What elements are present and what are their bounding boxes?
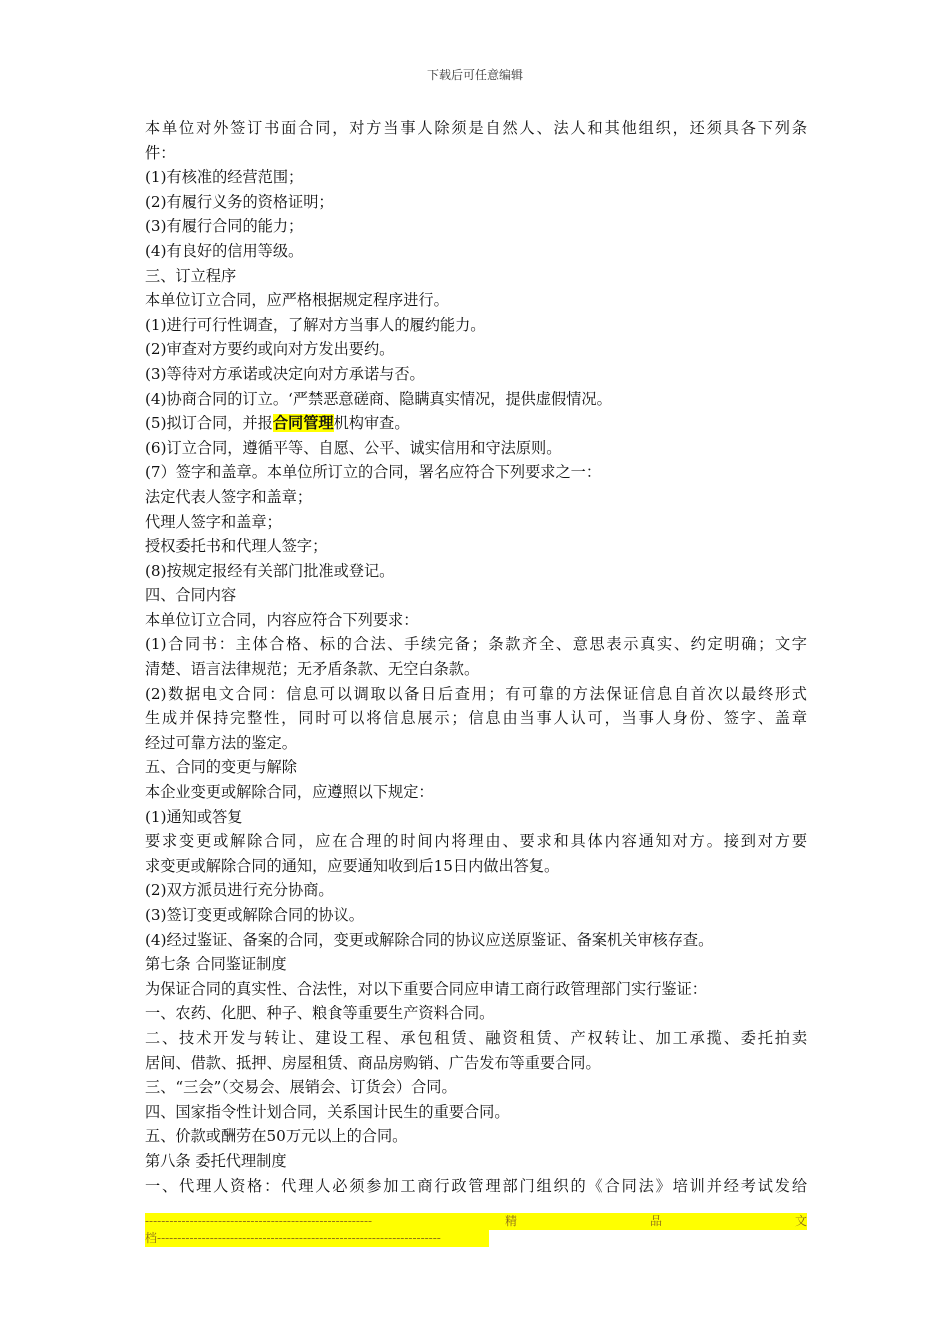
list-item: (3)签订变更或解除合同的协议。 [145, 906, 364, 924]
list-item: (1)通知或答复 [145, 807, 243, 826]
paragraph-line: 法定代表人签字和盖章； [145, 487, 313, 506]
list-item: 二、技术开发与转让、建设工程、承包租赁、融资租赁、产权转让、加工承揽、委托拍卖 [145, 1028, 807, 1047]
list-item: 四、国家指令性计划合同，关系国计民生的重要合同。 [145, 1102, 510, 1121]
list-item: (2)双方派员进行充分协商。 [145, 881, 334, 900]
section-heading: 五、合同的变更与解除 [145, 758, 297, 777]
paragraph-line: 生成并保持完整性，同时可以将信息展示；信息由当事人认可，当事人身份、签字、盖章 [145, 709, 807, 728]
list-item: 五、价款或酬劳在50万元以上的合同。 [145, 1127, 408, 1146]
text-before: (5)拟订合同，并报 [145, 414, 273, 433]
document-body [145, 116, 807, 1198]
paragraph-line: 本企业变更或解除合同，应遵照以下规定： [145, 783, 434, 802]
paragraph-line: 授权委托书和代理人签字； [145, 537, 328, 556]
list-item: (6)订立合同，遵循平等、自愿、公平、诚实信用和守法原则。 [145, 438, 562, 457]
list-item: (2)审查对方要约或向对方发出要约。 [145, 340, 395, 359]
list-item: (3)等待对方承诺或决定向对方承诺与否。 [145, 364, 425, 383]
footer-row [145, 1230, 489, 1247]
list-item-highlighted [145, 411, 807, 436]
section-heading: 四、合同内容 [145, 586, 237, 605]
footer-row [145, 1213, 807, 1230]
footer-dashes: ---------------------------------------------------------------------- [157, 1231, 441, 1245]
paragraph-line: 本单位订立合同，内容应符合下列要求： [145, 610, 419, 629]
paragraph-line: 要求变更或解除合同，应在合理的时间内将理由、要求和具体内容通知对方。接到对方要 [145, 832, 807, 851]
page-footer-banner [145, 1213, 807, 1252]
list-item: 一、农药、化肥、种子、粮食等重要生产资料合同。 [145, 1004, 495, 1023]
list-item: (4)有良好的信用等级。 [145, 241, 304, 260]
highlighted-term: 合同管理 [272, 414, 334, 433]
paragraph-line: 本单位对外签订书面合同，对方当事人除须是自然人、法人和其他组织，还须具各下列条 [145, 119, 807, 137]
list-item: 一、代理人资格：代理人必须参加工商行政管理部门组织的《合同法》培训并经考试发给 [145, 1176, 807, 1195]
text-after: 机构审查。 [333, 414, 410, 433]
paragraph-line: 为保证合同的真实性、合法性，对以下重要合同应申请工商行政管理部门实行鉴证： [145, 979, 707, 998]
paragraph-line: 居间、借款、抵押、房屋租赁、商品房购销、广告发布等重要合同。 [145, 1053, 601, 1072]
page-header: 下载后可任意编辑 [426, 68, 523, 82]
paragraph-line: 本单位订立合同，应严格根据规定程序进行。 [145, 291, 449, 310]
list-item: (1)进行可行性调查，了解对方当事人的履约能力。 [145, 315, 486, 334]
article-heading: 第八条 委托代理制度 [145, 1151, 287, 1170]
list-item: (4)协商合同的订立。‘严禁恶意磋商、隐瞒真实情况，提供虚假情况。 [145, 389, 612, 408]
footer-char: 文 [794, 1214, 807, 1228]
list-item: (7）签字和盖章。本单位所订立的合同，署名应符合下列要求之一： [145, 463, 602, 482]
list-item: (1)合同书：主体合格、标的合法、手续完备；条款齐全、意思表示真实、约定明确；文字 [145, 635, 807, 654]
list-item: (4)经过鉴证、备案的合同，变更或解除合同的协议应送原鉴证、备案机关审核存查。 [145, 930, 714, 949]
paragraph-line: 清楚、语言法律规范；无矛盾条款、无空白条款。 [145, 660, 480, 679]
paragraph-line: 件： [145, 143, 176, 162]
section-heading: 三、订立程序 [145, 266, 237, 285]
list-item: 三、“三会”（交易会、展销会、订货会）合同。 [145, 1078, 457, 1097]
list-item: (3)有履行合同的能力； [145, 217, 304, 236]
list-item: (8)按规定报经有关部门批准或登记。 [145, 561, 395, 580]
footer-char: 精 [505, 1214, 518, 1228]
footer-char: 品 [649, 1214, 662, 1228]
list-item: (2)数据电文合同：信息可以调取以备日后查用；有可靠的方法保证信息自首次以最终形式 [145, 684, 807, 703]
list-item: (1)有核准的经营范围； [145, 168, 304, 187]
footer-char: 档 [145, 1231, 158, 1245]
paragraph-line: 代理人签字和盖章； [145, 512, 282, 531]
paragraph-line: 经过可靠方法的鉴定。 [145, 733, 297, 752]
footer-dashes: -------------------------------------------------------- [145, 1214, 373, 1228]
list-item: (2)有履行义务的资格证明； [145, 192, 334, 211]
article-heading: 第七条 合同鉴证制度 [145, 955, 287, 974]
paragraph-line: 求变更或解除合同的通知，应要通知收到后15日内做出答复。 [145, 856, 560, 875]
